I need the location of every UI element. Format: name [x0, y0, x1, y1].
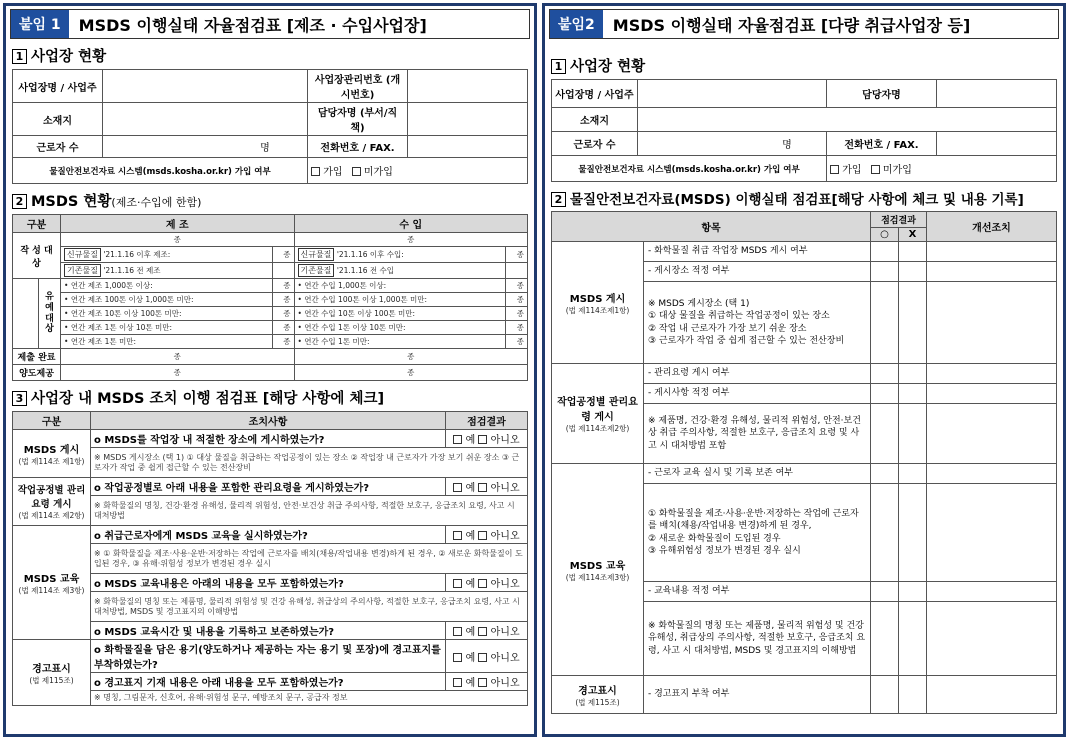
- right-o-cell[interactable]: [871, 282, 899, 364]
- right-fix-cell[interactable]: [927, 282, 1057, 364]
- left-msds-system-label: 물질안전보건자료 시스템(msds.kosha.or.kr) 가입 여부: [13, 158, 308, 184]
- right-g0-notes: ※ MSDS 게시장소 (택 1) ① 대상 물질을 취급하는 작업공정이 있는 장소 ② 작업 내 근로자가 가장 보기 쉬운 장소 ③ 근로자가 작업 중 쉽게 접근할 수 있는 전산장비: [644, 282, 871, 364]
- right-manager-label: 담당자명: [827, 80, 937, 108]
- left-sec2-title: 2 MSDS 현황(제조·수입에 한함): [12, 190, 528, 211]
- left-action-checklist-table: 구분 조치사항 점검결과 MSDS 게시 (법 제114조 제1항) o MSDS를 작업장 내 적절한 장소에 게시하였는가? 예 아니오 ※ MSDS 게시장소 (택 1) ① 대상 물질을 취급하는 작업공정이 있는 장소 ② 작업장 내 근로자가 가장 보기 쉬운 장소 ③ 근로자가 작업 중 쉽게 접근할 수 있는 전산장비 작업공정별 관리요령 게시 (법 제114조 제2항) o 작업공정별로 아래 내용을 포함한 관리요령을 게시하였는가? 예 아니오 ※ 화학물질의 명칭, 건강·환경 유해성, 물리적 위험성, 안전·보건상 취급 주의사항, 적절한 보호구, 응급조치 요령, 사고 시 대처방법 MSDS 교육 (법 제114조 제3항) o 취급근로자에게 MSDS 교육을 실시하였는가? 예 아니오 ※ ① 화학물질을 제조·사용·운반·저장하는 작업에 근로자를 배치(채용/작업내용 변경)하게 된 경우, ② 새로운 화학물질이 도입된 경우, ③ 유해·위험성 정보가 변경된 경우 실시 o MSDS 교육내용은 아래의 내용을 모두 포함하였는가? 예 아니오 ※ 화학물질의 명칭 또는 제품명, 물리적 위험성 및 건강 유해성, 취급상의 주의사항, 적절한 보호구, 응급조치 요령, 사고 시 대처방법, MSDS 및 경고표지의 이해방법 o MSDS 교육시간 및 내용을 기록하고 보존하였는가? 예 아니오 경고표시 (법 제115조) o 화학물질을 담은 용기(양도하거나 제공하는 자는 용기 및 포장)에 경고표지를 부착하였는가? 예 아니오 o 경고표지 기재 내용은 아래 내용을 모두 포함하였는가? 예 아니오 ※ 명칭, 그림문자, 신호어, 유해·위험성 문구, 예방조치 문구, 공급자 정보: [12, 411, 528, 706]
- yes-checkbox[interactable]: [453, 531, 462, 540]
- left-site-status-table: [12, 69, 528, 184]
- no-checkbox[interactable]: [478, 678, 487, 687]
- right-fix-cell[interactable]: [927, 484, 1057, 582]
- left-name-label: 사업장명 / 사업주: [13, 70, 103, 103]
- no-checkbox[interactable]: [478, 579, 487, 588]
- left-check-2a: 예 아니오: [446, 526, 528, 544]
- left-title: MSDS 이행실태 자율점검표 [제조 · 수입사업장]: [78, 15, 427, 35]
- right-header: [549, 9, 1059, 39]
- left-phone-field[interactable]: [408, 136, 528, 158]
- right-x-cell[interactable]: [899, 676, 927, 714]
- yes-checkbox[interactable]: [453, 653, 462, 662]
- left-grace-label: 유 예 대 상: [39, 279, 61, 349]
- right-implementation-checklist-table: 항목 점검결과 개선조치 ○ X MSDS 게시 (법 제114조제1항) - 화학물질 취급 작업장 MSDS 게시 여부 - 게시장소 적정 여부 ※ MSDS 게시장소 (택 1) ① 대상 물질을 취급하는 작업공정이 있는 장소 ② 작업 내 근로자가 가장 보기 쉬운 장소 ③ 근로자가 작업 중 쉽게 접근할 수 있는 전산장비 작업공정별 관리요령 게시 (법 제114조제2항) - 관리요령 게시 여부 - 게시사항 적정 여부 ※ 제품명, 건강·환경 유해성, 물리적 위험성, 안전·보건상 취급 주의사항, 적절한 보호구, 응급조치 요령 및 사고 시 대처방법 포함 MSDS 교육 (법 제114조제3항) - 근로자 교육 실시 및 기록 보존 여부 ① 화학물질을 제조·사용·운반·저장하는 작업에 근로자를 배치(채용/작업내용 변경)하게 된 경우, ② 새로운 화학물질이 도입된 경우 ③ 유해위험성 정보가 변경된 경우 실시 - 교육내용 적정 여부 ※ 화학물질의 명칭 또는 제품명, 물리적 위험성 및 건강 유해성, 취급상의 주의사항, 적절한 보호구, 응급조치 요령, 사고 시 대처방법, MSDS 및 경고표지의 이해방법 경고표시 (법 제115조) - 경고표지 부착 여부: [551, 211, 1057, 714]
- right-o-cell[interactable]: [871, 582, 899, 602]
- right-o-cell[interactable]: [871, 484, 899, 582]
- right-fix-cell[interactable]: [927, 262, 1057, 282]
- yes-checkbox[interactable]: [453, 579, 462, 588]
- right-phone-field[interactable]: [937, 132, 1057, 156]
- right-o-cell[interactable]: [871, 464, 899, 484]
- right-workers-field[interactable]: 명: [638, 132, 827, 156]
- right-col-result: 점검결과: [871, 212, 927, 228]
- left-sec1-title: 1 사업장 현황: [12, 45, 528, 66]
- left-check-0: 예 아니오: [446, 430, 528, 448]
- left-check-3b: 예 아니오: [446, 673, 528, 691]
- right-cat-process-posting: 작업공정별 관리요령 게시 (법 제114조제2항): [552, 364, 644, 464]
- yes-checkbox[interactable]: [453, 627, 462, 636]
- left-join-no-checkbox[interactable]: [352, 167, 361, 176]
- right-x-cell[interactable]: [899, 484, 927, 582]
- right-o-cell[interactable]: [871, 262, 899, 282]
- right-workers-label: 근로자 수: [552, 132, 638, 156]
- no-checkbox[interactable]: [478, 531, 487, 540]
- left-check-2c: 예 아니오: [446, 622, 528, 640]
- right-x-cell[interactable]: [899, 404, 927, 464]
- left-sec3-col-div: 구분: [13, 412, 91, 430]
- right-join-options: 가입 미가입: [827, 156, 1057, 182]
- right-sec2-title: 2 물질안전보건자료(MSDS) 이행실태 점검표[해당 사항에 체크 및 내용 기록]: [551, 188, 1057, 208]
- right-x-cell[interactable]: [899, 602, 927, 676]
- right-x-cell[interactable]: [899, 282, 927, 364]
- left-workers-label: 근로자 수: [13, 136, 103, 158]
- left-cat-process-posting: 작업공정별 관리요령 게시 (법 제114조 제2항): [13, 478, 91, 526]
- right-g2-notes: ① 화학물질을 제조·사용·운반·저장하는 작업에 근로자를 배치(채용/작업내용 변경)하게 된 경우, ② 새로운 화학물질이 도입된 경우 ③ 유해위험성 정보가 변경된 경우 실시: [644, 484, 871, 582]
- right-fix-cell[interactable]: [927, 464, 1057, 484]
- left-submit-label: 제출 완료: [13, 349, 61, 365]
- no-checkbox[interactable]: [478, 627, 487, 636]
- right-name-field[interactable]: [638, 80, 827, 108]
- right-x-cell[interactable]: [899, 242, 927, 262]
- no-checkbox[interactable]: [478, 483, 487, 492]
- right-o-cell[interactable]: [871, 602, 899, 676]
- left-name-field[interactable]: [103, 70, 308, 103]
- left-join-yes-checkbox[interactable]: [311, 167, 320, 176]
- no-checkbox[interactable]: [478, 653, 487, 662]
- right-address-field[interactable]: [638, 108, 1057, 132]
- right-badge: 붙임2: [550, 10, 603, 38]
- left-check-1: 예 아니오: [446, 478, 528, 496]
- right-fix-cell[interactable]: [927, 676, 1057, 714]
- left-sec3-title: 3 사업장 내 MSDS 조치 이행 점검표 [해당 사항에 체크]: [12, 387, 528, 408]
- left-form-panel: [3, 3, 537, 737]
- left-workers-field[interactable]: 명: [103, 136, 308, 158]
- right-x-cell[interactable]: [899, 582, 927, 602]
- left-regno-label: 사업장관리번호 (개시번호): [308, 70, 408, 103]
- right-x-cell[interactable]: [899, 464, 927, 484]
- right-fix-cell[interactable]: [927, 242, 1057, 262]
- right-phone-label: 전화번호 / FAX.: [827, 132, 937, 156]
- right-cat-warning-label: 경고표시 (법 제115조): [552, 676, 644, 714]
- right-o-cell[interactable]: [871, 676, 899, 714]
- left-address-field[interactable]: [103, 103, 308, 136]
- left-address-label: 소재지: [13, 103, 103, 136]
- right-col-o: ○: [871, 228, 899, 242]
- left-cat-msds-posting: MSDS 게시 (법 제114조 제1항): [13, 430, 91, 478]
- right-x-cell[interactable]: [899, 262, 927, 282]
- right-title: MSDS 이행실태 자율점검표 [다량 취급사업장 등]: [612, 15, 971, 35]
- left-join-options: 가입 미가입: [308, 158, 528, 184]
- left-regno-field[interactable]: [408, 70, 528, 103]
- right-x-cell[interactable]: [899, 384, 927, 404]
- right-join-no-checkbox[interactable]: [871, 165, 880, 174]
- left-sec2-col-mfg: 제 조: [61, 215, 294, 233]
- right-col-x: X: [899, 228, 927, 242]
- left-cat-msds-education: MSDS 교육 (법 제114조 제3항): [13, 526, 91, 640]
- right-x-cell[interactable]: [899, 364, 927, 384]
- right-o-cell[interactable]: [871, 242, 899, 262]
- left-sec3-col-action: 조치사항: [91, 412, 446, 430]
- yes-checkbox[interactable]: [453, 483, 462, 492]
- left-msds-status-table: 구분 제 조 수 입 작 성 대 상 종 종 신규물질 '21.1.16 이후 제조: 종 신규물질 '21.1.16 이후 수입: 종 기존물질 '21.1.16 전 제조 기존물질 '21.1.16 전 수입 유 예 대 상 • 연간 제조 1,000톤 이상: 종 • 연간 수입 1,000톤 이상: 종 • 연간 제조 100톤 이상 1,000톤 미만: 종 • 연간 수입 100톤 이상 1,000톤 미만: 종 • 연간 제조 10톤 이상 100톤 미만: 종 • 연간 수입 10톤 이상 100톤 미만: 종 • 연간 제조 1톤 이상 10톤 미만: 종 • 연간 수입 1톤 이상 10톤 미만: 종 • 연간 제조 1톤 미만: 종 • 연간 수입 1톤 미만: 종 제출 완료 종 종 양도제공 종 종: [12, 214, 528, 381]
- right-col-fix: 개선조치: [927, 212, 1057, 242]
- left-target-label: 작 성 대 상: [13, 233, 61, 279]
- right-o-cell[interactable]: [871, 384, 899, 404]
- right-fix-cell[interactable]: [927, 582, 1057, 602]
- left-phone-label: 전화번호 / FAX.: [308, 136, 408, 158]
- right-manager-field[interactable]: [937, 80, 1057, 108]
- right-fix-cell[interactable]: [927, 602, 1057, 676]
- right-o-cell[interactable]: [871, 364, 899, 384]
- right-site-status-table: [551, 79, 1057, 182]
- left-sec2-col-div: 구분: [13, 215, 61, 233]
- right-address-label: 소재지: [552, 108, 638, 132]
- right-cat-msds-education: MSDS 교육 (법 제114조제3항): [552, 464, 644, 676]
- right-fix-cell[interactable]: [927, 384, 1057, 404]
- left-sec2-col-imp: 수 입: [294, 215, 528, 233]
- left-sec3-col-result: 점검결과: [446, 412, 528, 430]
- left-check-3a: 예 아니오: [446, 640, 528, 673]
- yes-checkbox[interactable]: [453, 435, 462, 444]
- left-header: [10, 9, 530, 39]
- left-transfer-label: 양도제공: [13, 365, 61, 381]
- right-o-cell[interactable]: [871, 404, 899, 464]
- yes-checkbox[interactable]: [453, 678, 462, 687]
- right-form-panel: [542, 3, 1066, 737]
- left-badge: 붙임 1: [11, 10, 69, 38]
- right-fix-cell[interactable]: [927, 404, 1057, 464]
- right-msds-system-label: 물질안전보건자료 시스템(msds.kosha.or.kr) 가입 여부: [552, 156, 827, 182]
- no-checkbox[interactable]: [478, 435, 487, 444]
- left-cat-warning-label: 경고표시 (법 제115조): [13, 640, 91, 706]
- left-manager-label: 담당자명 (부서/직책): [308, 103, 408, 136]
- right-sec1-title: 1 사업장 현황: [551, 55, 1057, 76]
- left-check-2b: 예 아니오: [446, 574, 528, 592]
- right-col-item: 항목: [552, 212, 871, 242]
- right-join-yes-checkbox[interactable]: [830, 165, 839, 174]
- right-fix-cell[interactable]: [927, 364, 1057, 384]
- right-cat-msds-posting: MSDS 게시 (법 제114조제1항): [552, 242, 644, 364]
- right-name-label: 사업장명 / 사업주: [552, 80, 638, 108]
- left-manager-field[interactable]: [408, 103, 528, 136]
